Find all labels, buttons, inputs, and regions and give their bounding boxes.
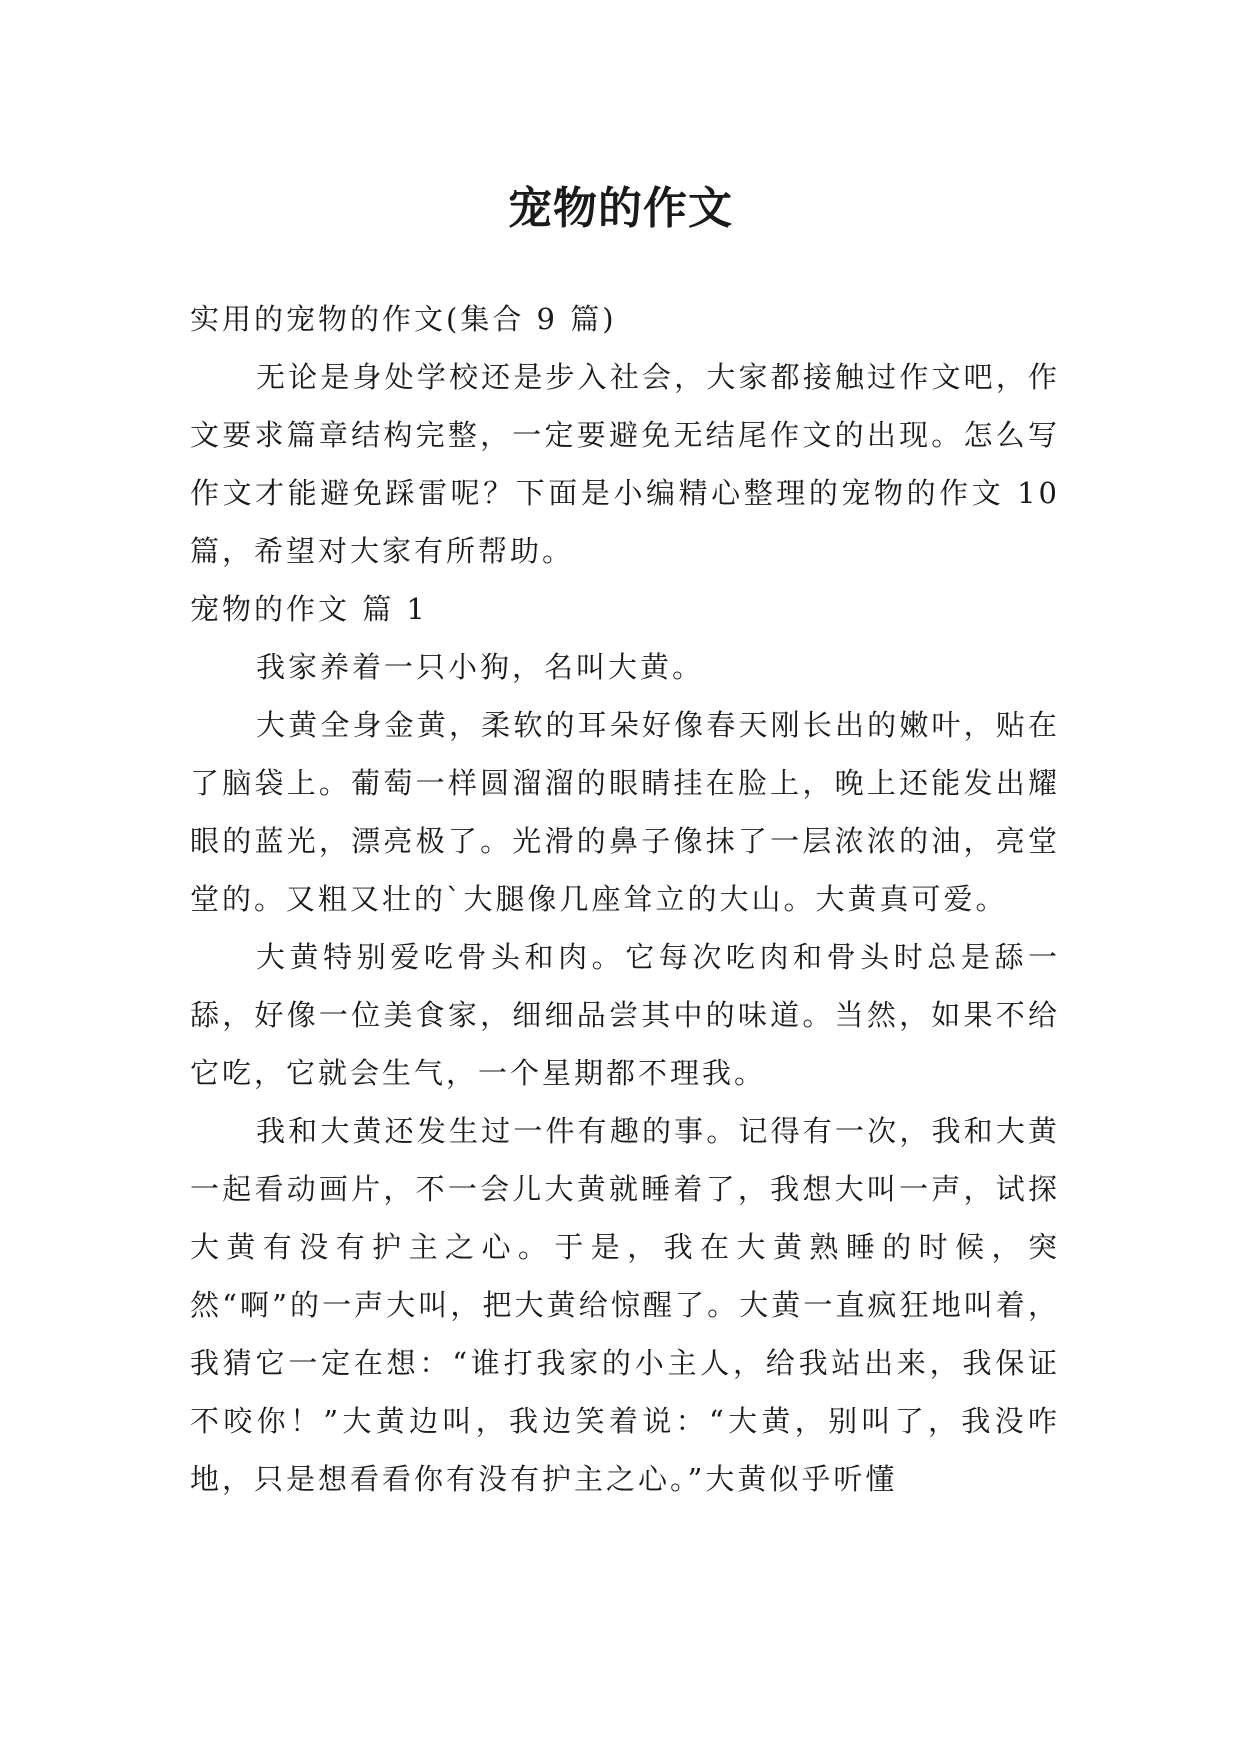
body-paragraph: 我家养着一只小狗，名叫大黄。 [256,650,705,684]
body-paragraph: 大黄全身金黄，柔软的耳朵好像春天刚长出的嫩叶，贴在了脑袋上。葡萄一样圆溜溜的眼睛挂在脸上，晚上还能发出耀眼的蓝光，漂亮极了。光滑的鼻子像抹了一层浓浓的油，亮堂堂的。又粗又壮的`大腿像几座耸立的大山。大黄真可爱。 [190,708,1060,916]
intro-paragraph: 无论是身处学校还是步入社会，大家都接触过作文吧，作文要求篇章结构完整，一定要避免无结尾作文的出现。怎么写作文才能避免踩雷呢？下面是小编精心整理的宠物的作文 10 篇，希望对大家有所帮助。 [190,360,1060,568]
document-title: 宠物的作文 [508,183,733,235]
body-paragraph: 大黄特别爱吃骨头和肉。它每次吃肉和骨头时总是舔一舔，好像一位美食家，细细品尝其中的味道。当然，如果不给它吃，它就会生气，一个星期都不理我。 [190,940,1060,1090]
document-body [190,290,1060,1508]
section-heading: 宠物的作文 篇 1 [190,592,428,626]
body-paragraph: 我和大黄还发生过一件有趣的事。记得有一次，我和大黄一起看动画片，不一会儿大黄就睡着了，我想大叫一声，试探大黄有没有护主之心。于是，我在大黄熟睡的时候，突然“啊”的一声大叫，把大黄给惊醒了。大黄一直疯狂地叫着，我猜它一定在想：“谁打我家的小主人，给我站出来，我保证不咬你！”大黄边叫，我边笑着说：“大黄，别叫了，我没咋地，只是想看看你有没有护主之心。”大黄似乎听懂 [190,1114,1060,1496]
document-subtitle: 实用的宠物的作文(集合 9 篇) [190,302,617,336]
